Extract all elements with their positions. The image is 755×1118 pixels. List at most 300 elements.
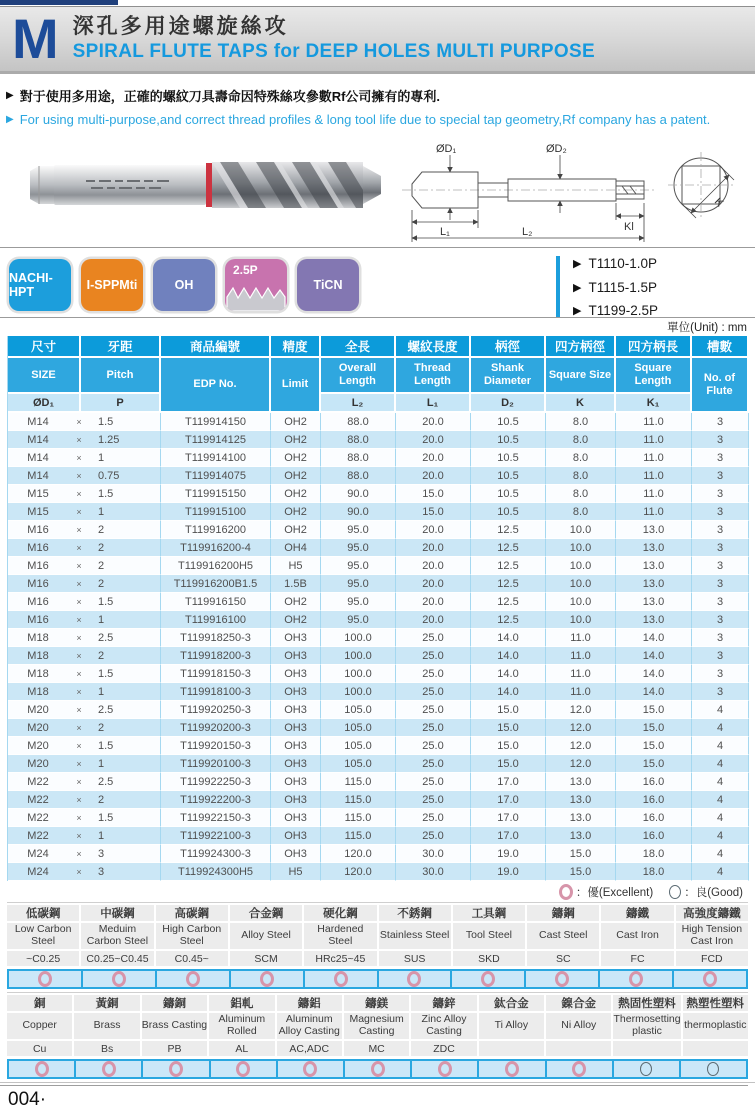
material-en-cell: Ti Alloy	[479, 1013, 544, 1039]
material-en-cell: Alloy Steel	[230, 923, 302, 949]
size-pitch-cell: M14 × 0.75	[8, 467, 161, 485]
shank-diameter-cell: 14.0	[471, 629, 546, 647]
excellent-icon	[481, 971, 495, 987]
col-header: 槽數	[692, 336, 749, 358]
flute-count-cell: 3	[692, 449, 749, 467]
col-header: 四方柄長	[616, 336, 692, 358]
model-label: T1115-1.5P	[588, 279, 658, 295]
material-zh-cell: 工具鋼	[453, 905, 525, 921]
square-size-cell: 12.0	[546, 701, 616, 719]
edp-cell: T119916150	[161, 593, 271, 611]
material-en-cell: Hardened Steel	[304, 923, 376, 949]
material-grid	[7, 905, 748, 966]
table-row	[8, 611, 749, 629]
triangle-bullet-icon: ▶	[6, 90, 14, 101]
limit-cell: OH3	[271, 647, 321, 665]
flute-count-cell: 3	[692, 557, 749, 575]
material-code-cell: SCM	[230, 951, 302, 966]
square-length-cell: 11.0	[616, 431, 692, 449]
square-size-cell: 12.0	[546, 755, 616, 773]
badge-i-sppmti: I-SPPMti	[81, 259, 143, 311]
bullet-en-text: For using multi-purpose,and correct thread profiles & long tool life due to special tap geometry,Rf company has a patent.	[19, 112, 711, 127]
thread-length-cell: 20.0	[396, 557, 471, 575]
overall-length-cell: 105.0	[321, 701, 396, 719]
flute-count-cell: 3	[692, 467, 749, 485]
flute-count-cell: 4	[692, 773, 749, 791]
table-row	[8, 467, 749, 485]
excellent-icon	[38, 971, 52, 987]
thread-length-cell: 25.0	[396, 773, 471, 791]
material-en-cell: Meduim Carbon Steel	[81, 923, 153, 949]
rating-cell	[9, 971, 83, 987]
overall-length-cell: 105.0	[321, 719, 396, 737]
limit-cell: OH2	[271, 485, 321, 503]
square-length-cell: 13.0	[616, 593, 692, 611]
edp-cell: T119916200-4	[161, 539, 271, 557]
overall-length-cell: 95.0	[321, 521, 396, 539]
material-code-cell: ZDC	[411, 1041, 476, 1056]
excellent-icon	[572, 1061, 586, 1077]
col-header: Overall Length	[321, 358, 396, 394]
page-number: 004·	[8, 1089, 47, 1110]
col-header: Square Size	[546, 358, 616, 394]
material-en-cell: Aluminum Rolled	[209, 1013, 274, 1039]
table-row	[8, 575, 749, 593]
overall-length-cell: 95.0	[321, 611, 396, 629]
square-length-cell: 18.0	[616, 845, 692, 863]
size-pitch-cell: M22 × 1.5	[8, 809, 161, 827]
overall-length-cell: 100.0	[321, 683, 396, 701]
excellent-icon	[260, 971, 274, 987]
rating-cell	[231, 971, 305, 987]
square-length-cell: 14.0	[616, 629, 692, 647]
triangle-bullet-icon: ▶	[573, 281, 582, 294]
limit-cell: OH3	[271, 665, 321, 683]
material-en-cell: thermoplastic	[683, 1013, 748, 1039]
flute-count-cell: 4	[692, 827, 749, 845]
thread-length-cell: 25.0	[396, 791, 471, 809]
table-row	[8, 593, 749, 611]
flute-count-cell: 3	[692, 539, 749, 557]
excellent-icon	[102, 1061, 116, 1077]
excellent-icon	[438, 1061, 452, 1077]
edp-cell: T119922250-3	[161, 773, 271, 791]
edp-cell: T119922150-3	[161, 809, 271, 827]
material-code-cell: FC	[601, 951, 673, 966]
overall-length-cell: 88.0	[321, 413, 396, 431]
square-size-cell: 10.0	[546, 539, 616, 557]
material-code-cell: AL	[209, 1041, 274, 1056]
size-pitch-cell: M20 × 2	[8, 719, 161, 737]
material-code-cell: AC,ADC	[277, 1041, 342, 1056]
flute-count-cell: 4	[692, 737, 749, 755]
size-pitch-cell: M18 × 2.5	[8, 629, 161, 647]
excellent-icon	[186, 971, 200, 987]
table-row	[8, 827, 749, 845]
table-row	[8, 719, 749, 737]
limit-cell: OH3	[271, 629, 321, 647]
shank-diameter-cell: 15.0	[471, 701, 546, 719]
bullet-en	[6, 112, 710, 127]
col-symbol: L₂	[321, 394, 396, 413]
thread-length-cell: 20.0	[396, 467, 471, 485]
dim-label-k: K	[711, 195, 726, 210]
footer-rule	[0, 1085, 748, 1086]
overall-length-cell: 120.0	[321, 845, 396, 863]
thread-length-cell: 15.0	[396, 485, 471, 503]
table-row	[8, 809, 749, 827]
header-row-zh	[8, 336, 749, 358]
col-header: 螺紋長度	[396, 336, 471, 358]
edp-cell: T119916200B1.5	[161, 575, 271, 593]
material-en-cell: Brass	[74, 1013, 139, 1039]
overall-length-cell: 105.0	[321, 737, 396, 755]
excellent-icon	[555, 971, 569, 987]
flute-count-cell: 4	[692, 701, 749, 719]
material-en-cell: Cast Steel	[527, 923, 599, 949]
edp-cell: T119916100	[161, 611, 271, 629]
edp-cell: T119914100	[161, 449, 271, 467]
edp-cell: T119918200-3	[161, 647, 271, 665]
rating-cell	[345, 1061, 412, 1077]
material-zh-cell: 熱塑性塑料	[683, 995, 748, 1011]
page-title-zh: 深孔多用途螺旋絲攻	[72, 15, 289, 39]
edp-cell: T119916200	[161, 521, 271, 539]
flute-count-cell: 3	[692, 593, 749, 611]
square-length-cell: 15.0	[616, 737, 692, 755]
page-header	[0, 6, 755, 74]
excellent-icon	[334, 971, 348, 987]
square-length-cell: 16.0	[616, 791, 692, 809]
limit-cell: OH3	[271, 773, 321, 791]
size-pitch-cell: M24 × 3	[8, 863, 161, 881]
limit-cell: OH2	[271, 503, 321, 521]
size-pitch-cell: M16 × 1.5	[8, 593, 161, 611]
edp-cell: T119918100-3	[161, 683, 271, 701]
limit-cell: OH3	[271, 791, 321, 809]
square-length-cell: 11.0	[616, 503, 692, 521]
square-length-cell: 11.0	[616, 449, 692, 467]
edp-cell: T119918250-3	[161, 629, 271, 647]
rating-cell	[143, 1061, 210, 1077]
legend-excellent-label: ：優(Excellent)	[575, 887, 654, 899]
triangle-bullet-icon: ▶	[573, 258, 582, 270]
table-row	[8, 485, 749, 503]
thread-length-cell: 20.0	[396, 611, 471, 629]
square-size-cell: 13.0	[546, 791, 616, 809]
limit-cell: OH3	[271, 701, 321, 719]
shank-diameter-cell: 12.5	[471, 557, 546, 575]
flute-count-cell: 3	[692, 683, 749, 701]
square-size-cell: 8.0	[546, 467, 616, 485]
rating-cell	[379, 971, 453, 987]
title-block	[73, 14, 595, 63]
col-header: Limit	[271, 358, 321, 413]
flute-count-cell: 4	[692, 845, 749, 863]
page-title-en: SPIRAL FLUTE TAPS for DEEP HOLES MULTI PURPOSE	[72, 40, 595, 62]
square-length-cell: 14.0	[616, 665, 692, 683]
flute-count-cell: 4	[692, 809, 749, 827]
material-code-cell	[479, 1041, 544, 1056]
square-length-cell: 13.0	[616, 539, 692, 557]
flute-count-cell: 3	[692, 503, 749, 521]
bullet-zh	[6, 86, 710, 105]
overall-length-cell: 100.0	[321, 665, 396, 683]
square-length-cell: 16.0	[616, 827, 692, 845]
material-zh-cell: 合金鋼	[230, 905, 302, 921]
model-item	[573, 280, 658, 295]
limit-cell: OH2	[271, 413, 321, 431]
material-zh-cell: 鎳合金	[546, 995, 611, 1011]
overall-length-cell: 115.0	[321, 773, 396, 791]
size-pitch-cell: M18 × 1.5	[8, 665, 161, 683]
size-pitch-cell: M18 × 1	[8, 683, 161, 701]
excellent-icon	[35, 1061, 49, 1077]
rating-legend	[559, 884, 743, 900]
limit-cell: OH3	[271, 809, 321, 827]
limit-cell: OH3	[271, 683, 321, 701]
square-length-cell: 13.0	[616, 557, 692, 575]
edp-cell: T119915100	[161, 503, 271, 521]
size-pitch-cell: M24 × 3	[8, 845, 161, 863]
square-length-cell: 16.0	[616, 809, 692, 827]
limit-cell: OH4	[271, 539, 321, 557]
shank-diameter-cell: 17.0	[471, 827, 546, 845]
col-symbol: L₁	[396, 394, 471, 413]
thread-length-cell: 20.0	[396, 593, 471, 611]
material-zh-cell: 黃銅	[74, 995, 139, 1011]
size-pitch-cell: M20 × 1	[8, 755, 161, 773]
thread-length-cell: 25.0	[396, 809, 471, 827]
rating-cell	[479, 1061, 546, 1077]
spec-table	[7, 336, 749, 881]
thread-length-cell: 20.0	[396, 539, 471, 557]
model-label: T1199-2.5P	[588, 303, 659, 318]
square-size-cell: 11.0	[546, 647, 616, 665]
flute-count-cell: 3	[692, 431, 749, 449]
limit-cell: H5	[271, 863, 321, 881]
rating-cell	[526, 971, 600, 987]
square-size-cell: 8.0	[546, 449, 616, 467]
size-pitch-cell: M22 × 1	[8, 827, 161, 845]
square-size-cell: 8.0	[546, 413, 616, 431]
material-code-cell	[546, 1041, 611, 1056]
size-pitch-cell: M14 × 1.5	[8, 413, 161, 431]
badge-2-5p	[225, 259, 287, 311]
edp-cell: T119922200-3	[161, 791, 271, 809]
material-table-nonferrous	[7, 992, 748, 1079]
material-code-cell: ~C0.25	[7, 951, 79, 966]
shank-diameter-cell: 14.0	[471, 683, 546, 701]
material-code-cell: Cu	[7, 1041, 72, 1056]
material-zh-cell: 鑄鋼	[527, 905, 599, 921]
thread-length-cell: 25.0	[396, 647, 471, 665]
material-zh-cell: 低碳鋼	[7, 905, 79, 921]
square-size-cell: 12.0	[546, 737, 616, 755]
table-row	[8, 503, 749, 521]
triangle-bullet-icon: ▶	[6, 114, 14, 125]
rating-cell	[83, 971, 157, 987]
material-grid	[7, 995, 748, 1056]
square-size-cell: 12.0	[546, 719, 616, 737]
header-row-en	[8, 358, 749, 394]
overall-length-cell: 88.0	[321, 467, 396, 485]
size-pitch-cell: M20 × 2.5	[8, 701, 161, 719]
size-pitch-cell: M14 × 1	[8, 449, 161, 467]
col-header: 柄徑	[471, 336, 546, 358]
square-length-cell: 11.0	[616, 413, 692, 431]
flute-count-cell: 4	[692, 791, 749, 809]
triangle-bullet-icon: ▶	[573, 305, 582, 317]
thread-length-cell: 25.0	[396, 701, 471, 719]
col-header: No. of Flute	[692, 358, 749, 413]
col-header: Square Length	[616, 358, 692, 394]
size-pitch-cell: M15 × 1	[8, 503, 161, 521]
square-size-cell: 10.0	[546, 557, 616, 575]
square-size-cell: 13.0	[546, 827, 616, 845]
rating-cell	[412, 1061, 479, 1077]
material-en-cell: Magnesium Casting	[344, 1013, 409, 1039]
square-size-cell: 8.0	[546, 431, 616, 449]
footer-rule	[0, 1082, 755, 1083]
shank-diameter-cell: 17.0	[471, 791, 546, 809]
header-row-symbols	[8, 394, 749, 413]
material-en-cell: Ni Alloy	[546, 1013, 611, 1039]
table-row	[8, 629, 749, 647]
size-pitch-cell: M16 × 1	[8, 611, 161, 629]
square-length-cell: 18.0	[616, 863, 692, 881]
table-row	[8, 521, 749, 539]
good-icon	[669, 885, 681, 899]
dim-label-kl: Kl	[624, 221, 634, 233]
edp-cell: T119920250-3	[161, 701, 271, 719]
table-row	[8, 791, 749, 809]
overall-length-cell: 120.0	[321, 863, 396, 881]
shank-diameter-cell: 15.0	[471, 737, 546, 755]
edp-cell: T119924300-3	[161, 845, 271, 863]
square-size-cell: 10.0	[546, 521, 616, 539]
edp-cell: T119914150	[161, 413, 271, 431]
square-size-cell: 10.0	[546, 611, 616, 629]
flute-count-cell: 3	[692, 647, 749, 665]
rating-cell	[305, 971, 379, 987]
table-row	[8, 683, 749, 701]
material-code-cell: MC	[344, 1041, 409, 1056]
legend-good	[669, 884, 743, 900]
limit-cell: OH3	[271, 827, 321, 845]
rating-cell	[9, 1061, 76, 1077]
material-code-cell: Bs	[74, 1041, 139, 1056]
models-list	[556, 256, 658, 318]
table-row	[8, 755, 749, 773]
limit-cell: OH2	[271, 431, 321, 449]
thread-length-cell: 25.0	[396, 629, 471, 647]
shank-diameter-cell: 10.5	[471, 413, 546, 431]
square-length-cell: 14.0	[616, 683, 692, 701]
material-code-cell: SKD	[453, 951, 525, 966]
thread-length-cell: 15.0	[396, 503, 471, 521]
square-size-cell: 13.0	[546, 773, 616, 791]
material-code-cell: PB	[142, 1041, 207, 1056]
overall-length-cell: 100.0	[321, 647, 396, 665]
material-table-steels	[7, 902, 748, 989]
material-rating-bar	[7, 1059, 748, 1079]
top-accent-strip	[0, 0, 118, 5]
excellent-icon	[559, 884, 573, 900]
square-length-cell: 15.0	[616, 719, 692, 737]
overall-length-cell: 90.0	[321, 485, 396, 503]
col-header: 精度	[271, 336, 321, 358]
flute-count-cell: 3	[692, 629, 749, 647]
limit-cell: OH2	[271, 611, 321, 629]
shank-diameter-cell: 10.5	[471, 467, 546, 485]
material-zh-cell: 高碳鋼	[156, 905, 228, 921]
divider	[0, 247, 755, 248]
shank-diameter-cell: 15.0	[471, 719, 546, 737]
col-header: 全長	[321, 336, 396, 358]
col-header: Thread Length	[396, 358, 471, 394]
badges-row	[9, 259, 359, 311]
material-en-cell: Brass Casting	[142, 1013, 207, 1039]
overall-length-cell: 95.0	[321, 593, 396, 611]
excellent-icon	[236, 1061, 250, 1077]
overall-length-cell: 115.0	[321, 827, 396, 845]
dim-label-l2: L₂	[522, 226, 533, 238]
overall-length-cell: 95.0	[321, 575, 396, 593]
limit-cell: OH2	[271, 467, 321, 485]
shank-diameter-cell: 15.0	[471, 755, 546, 773]
material-en-cell: Copper	[7, 1013, 72, 1039]
excellent-icon	[703, 971, 717, 987]
material-code-cell: C0.45~	[156, 951, 228, 966]
limit-cell: H5	[271, 557, 321, 575]
edp-cell: T119914075	[161, 467, 271, 485]
col-header: 四方柄徑	[546, 336, 616, 358]
excellent-icon	[169, 1061, 183, 1077]
limit-cell: OH2	[271, 521, 321, 539]
unit-note: 單位(Unit) : mm	[667, 322, 747, 334]
size-pitch-cell: M16 × 2	[8, 539, 161, 557]
square-length-cell: 11.0	[616, 467, 692, 485]
material-en-cell: Cast Iron	[601, 923, 673, 949]
flute-count-cell: 3	[692, 611, 749, 629]
col-header: Pitch	[81, 358, 161, 394]
square-size-cell: 8.0	[546, 485, 616, 503]
flute-count-cell: 3	[692, 575, 749, 593]
square-length-cell: 13.0	[616, 521, 692, 539]
size-pitch-cell: M22 × 2.5	[8, 773, 161, 791]
limit-cell: OH3	[271, 737, 321, 755]
bullet-zh-text: 對于使用多用途，正確的螺紋刀具壽命因特殊絲攻參數Rf公司擁有的專利.	[19, 89, 441, 104]
edp-cell: T119915150	[161, 485, 271, 503]
table-row	[8, 863, 749, 881]
thread-length-cell: 20.0	[396, 431, 471, 449]
section-letter: M	[12, 7, 59, 70]
flute-count-cell: 4	[692, 863, 749, 881]
square-size-cell: 15.0	[546, 845, 616, 863]
dim-label-d1: ØD₁	[436, 143, 457, 155]
size-pitch-cell: M16 × 2	[8, 521, 161, 539]
overall-length-cell: 105.0	[321, 755, 396, 773]
square-size-cell: 10.0	[546, 575, 616, 593]
badge-oh: OH	[153, 259, 215, 311]
dim-label-l1: L₁	[440, 226, 450, 238]
dim-label-d2: ØD₂	[546, 143, 567, 155]
rating-cell	[452, 971, 526, 987]
square-size-cell: 15.0	[546, 863, 616, 881]
shank-diameter-cell: 14.0	[471, 647, 546, 665]
material-zh-cell: 熱固性塑料	[613, 995, 680, 1011]
